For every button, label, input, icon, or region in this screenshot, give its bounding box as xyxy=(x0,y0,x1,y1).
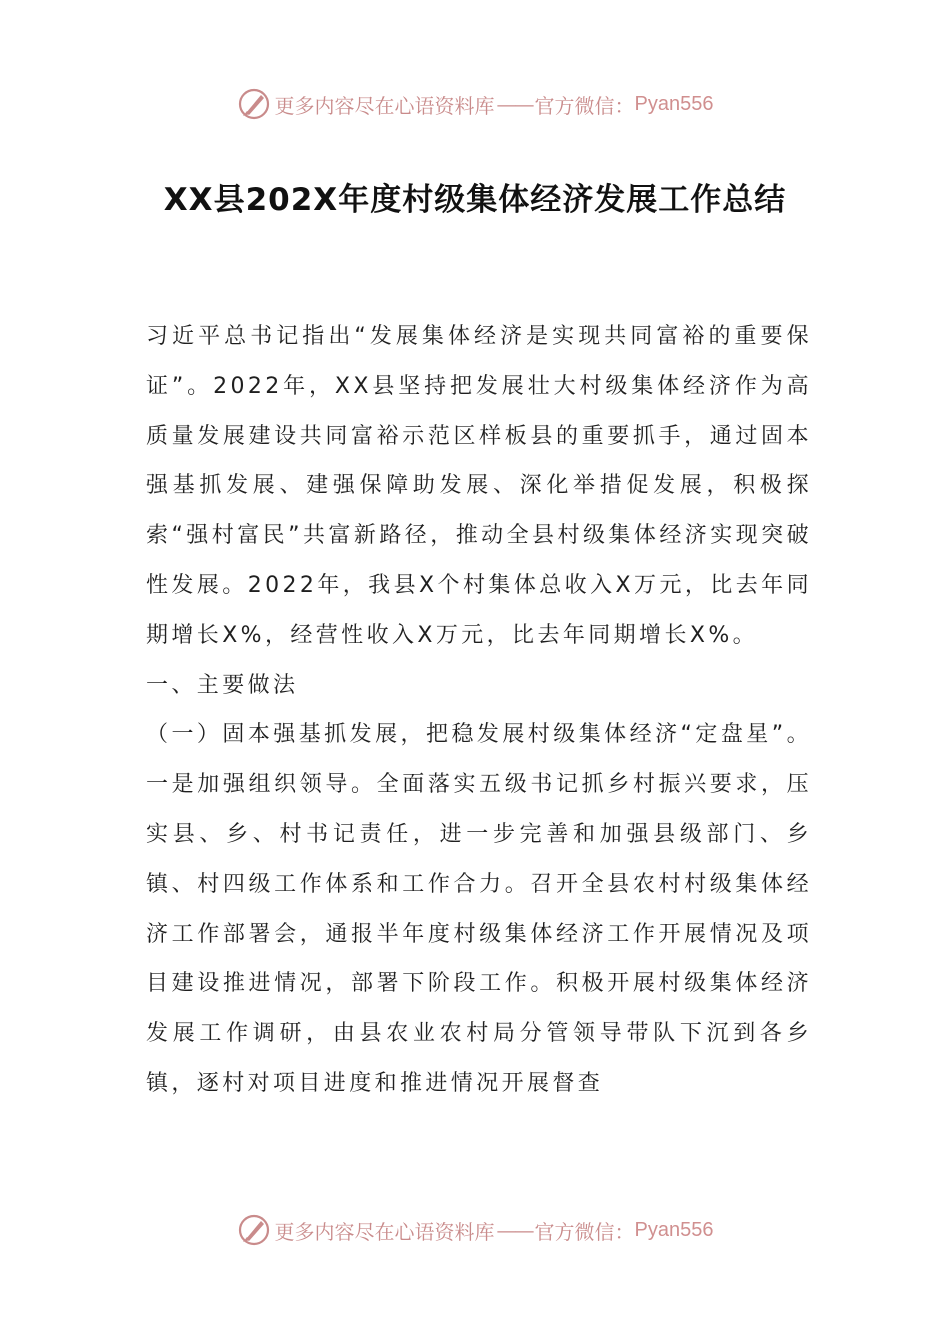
section-heading: 一、主要做法 xyxy=(146,672,299,698)
paragraph-subsection-1: （一）固本强基抓发展，把稳发展村级集体经济“定盘星”。一是加强组织领导。全面落实五级书记抓乡村振兴要求，压实县、乡、村书记责任，进一步完善和加强县级部门、乡镇、村四级工作体系和工作合力。召开全县农村村级集体经济工作部署会，通报半年度村级集体经济工作开展情况及项目建设推进情况，部署下阶段工作。积极开展村级集体经济发展工作调研，由县农业农村局分管领导带队下沉到各乡镇，逐村对项目进度和推进情况开展督查 xyxy=(146,722,812,1096)
banner-text: 更多内容尽在心语资料库 xyxy=(274,1219,495,1244)
banner-separator: —— xyxy=(496,92,533,116)
banner-label: 官方微信： xyxy=(534,93,635,118)
pen-logo-icon xyxy=(237,87,271,121)
paragraph-intro: 习近平总书记指出“发展集体经济是实现共同富裕的重要保证”。2022年，XX县坚持把发展壮大村级集体经济作为高质量发展建设共同富裕示范区样板县的重要抓手，通过固本强基抓发展、建强保障助发展、深化举措促发展，积极探索“强村富民”共富新路径，推动全县村级集体经济实现突破性发展。2022年，我县X个村集体总收入X万元，比去年同期增长X%，经营性收入X万元，比去年同期增长X%。 xyxy=(146,324,812,648)
header-watermark-banner xyxy=(0,84,950,124)
banner-text: 更多内容尽在心语资料库 xyxy=(274,93,495,118)
banner-label: 官方微信： xyxy=(534,1219,635,1244)
banner-separator: —— xyxy=(496,1218,533,1242)
pen-logo-icon xyxy=(237,1213,271,1247)
banner-wechat-id: Pyan556 xyxy=(634,92,714,115)
document-title: XX县202X年度村级集体经济发展工作总结 xyxy=(163,182,787,218)
banner-wechat-id: Pyan556 xyxy=(634,1218,714,1241)
footer-watermark-banner xyxy=(0,1210,950,1250)
document-body xyxy=(146,312,812,1109)
